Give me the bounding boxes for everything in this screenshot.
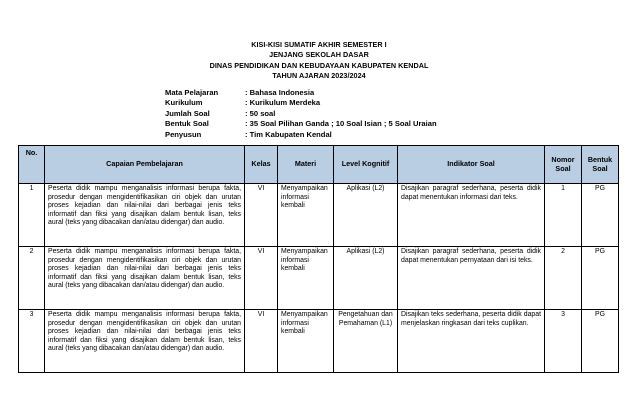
meta-label: Penyusun	[165, 129, 202, 139]
cell-level: Pengetahuan dan Pemahaman (L1)	[334, 310, 398, 373]
header-capaian: Capaian Pembelajaran	[45, 146, 245, 184]
cell-bentuk: PG	[582, 310, 619, 373]
cell-materi: Menyampaikan informasi kembali	[278, 247, 334, 310]
doc-subtitle-year: TAHUN AJARAN 2023/2024	[272, 70, 366, 80]
document-header	[0, 40, 638, 81]
table-row	[19, 310, 619, 373]
cell-no: 1	[19, 184, 45, 247]
meta-row-question-type	[165, 119, 437, 129]
meta-row-curriculum	[165, 98, 437, 108]
cell-kelas: VI	[245, 247, 278, 310]
cell-indikator: Disajikan paragraf sederhana, peserta didik dapat menentukan pernyataan dari isi teks.	[398, 247, 545, 310]
meta-row-author	[165, 130, 437, 140]
meta-value: : Kurikulum Merdeka	[245, 98, 321, 108]
cell-capaian: Peserta didik mampu menganalisis informasi berupa fakta, prosedur dengan mengidentifikasikan ciri objek dan urutan proses kejadian dan nilai-nilai dari berbagai jenis teks informatif dan fiksi yang disajikan dalam bentuk lisan, teks aural (teks yang dibacakan dan/atau didengar) dan audio.	[45, 310, 245, 373]
cell-materi: Menyampaikan informasi kembali	[278, 184, 334, 247]
cell-nomor: 3	[545, 310, 582, 373]
meta-label: Bentuk Soal	[165, 119, 209, 129]
header-level: Level Kognitif	[334, 146, 398, 184]
cell-level: Aplikasi (L2)	[334, 247, 398, 310]
meta-label: Kurikulum	[165, 98, 203, 108]
cell-bentuk: PG	[582, 184, 619, 247]
cell-capaian: Peserta didik mampu menganalisis informasi berupa fakta, prosedur dengan mengidentifikasikan ciri objek dan urutan proses kejadian dan nilai-nilai dari berbagai jenis teks informatif dan fiksi yang disajikan dalam bentuk lisan, teks aural (teks yang dibacakan dan/atau didengar) dan audio.	[45, 247, 245, 310]
cell-indikator: Disajikan teks sederhana, peserta didik dapat menjelaskan ringkasan dari teks cuplikan.	[398, 310, 545, 373]
table-header-row	[19, 146, 619, 184]
cell-capaian: Peserta didik mampu menganalisis informasi berupa fakta, prosedur dengan mengidentifikasikan ciri objek dan urutan proses kejadian dan nilai-nilai dari berbagai jenis teks informatif dan fiksi yang disajikan dalam bentuk lisan, teks aural (teks yang dibacakan dan/atau didengar) dan audio.	[45, 184, 245, 247]
header-kelas: Kelas	[245, 146, 278, 184]
table-row	[19, 247, 619, 310]
cell-bentuk: PG	[582, 247, 619, 310]
meta-value: : 50 soal	[245, 108, 276, 118]
cell-kelas: VI	[245, 184, 278, 247]
header-materi: Materi	[278, 146, 334, 184]
cell-level: Aplikasi (L2)	[334, 184, 398, 247]
meta-value: : Bahasa Indonesia	[245, 88, 315, 97]
header-bentuk: Bentuk Soal	[582, 146, 619, 184]
table-row	[19, 184, 619, 247]
meta-label: Mata Pelajaran	[165, 88, 219, 97]
cell-no: 2	[19, 247, 45, 310]
cell-nomor: 2	[545, 247, 582, 310]
cell-indikator: Disajikan paragraf sederhana, peserta didik dapat menentukan informasi dari teks.	[398, 184, 545, 247]
doc-subtitle-office: DINAS PENDIDIKAN DAN KEBUDAYAAN KABUPATEN KENDAL	[209, 60, 429, 70]
cell-kelas: VI	[245, 310, 278, 373]
cell-no: 3	[19, 310, 45, 373]
header-no: No.	[19, 146, 45, 184]
meta-info	[165, 88, 437, 140]
doc-subtitle-level: JENJANG SEKOLAH DASAR	[269, 50, 369, 60]
meta-value: : 35 Soal Pilihan Ganda ; 10 Soal Isian ; 5 Soal Uraian	[245, 119, 437, 129]
cell-materi: Menyampaikan informasi kembali	[278, 310, 334, 373]
meta-value: : Tim Kabupaten Kendal	[245, 129, 332, 139]
meta-row-question-count	[165, 109, 437, 119]
header-nomor: Nomor Soal	[545, 146, 582, 184]
doc-title: KISI-KISI SUMATIF AKHIR SEMESTER I	[251, 40, 387, 49]
header-indikator: Indikator Soal	[398, 146, 545, 184]
cell-nomor: 1	[545, 184, 582, 247]
meta-label: Jumlah Soal	[165, 108, 210, 118]
kisi-kisi-table	[18, 145, 619, 373]
meta-row-subject	[165, 88, 437, 98]
